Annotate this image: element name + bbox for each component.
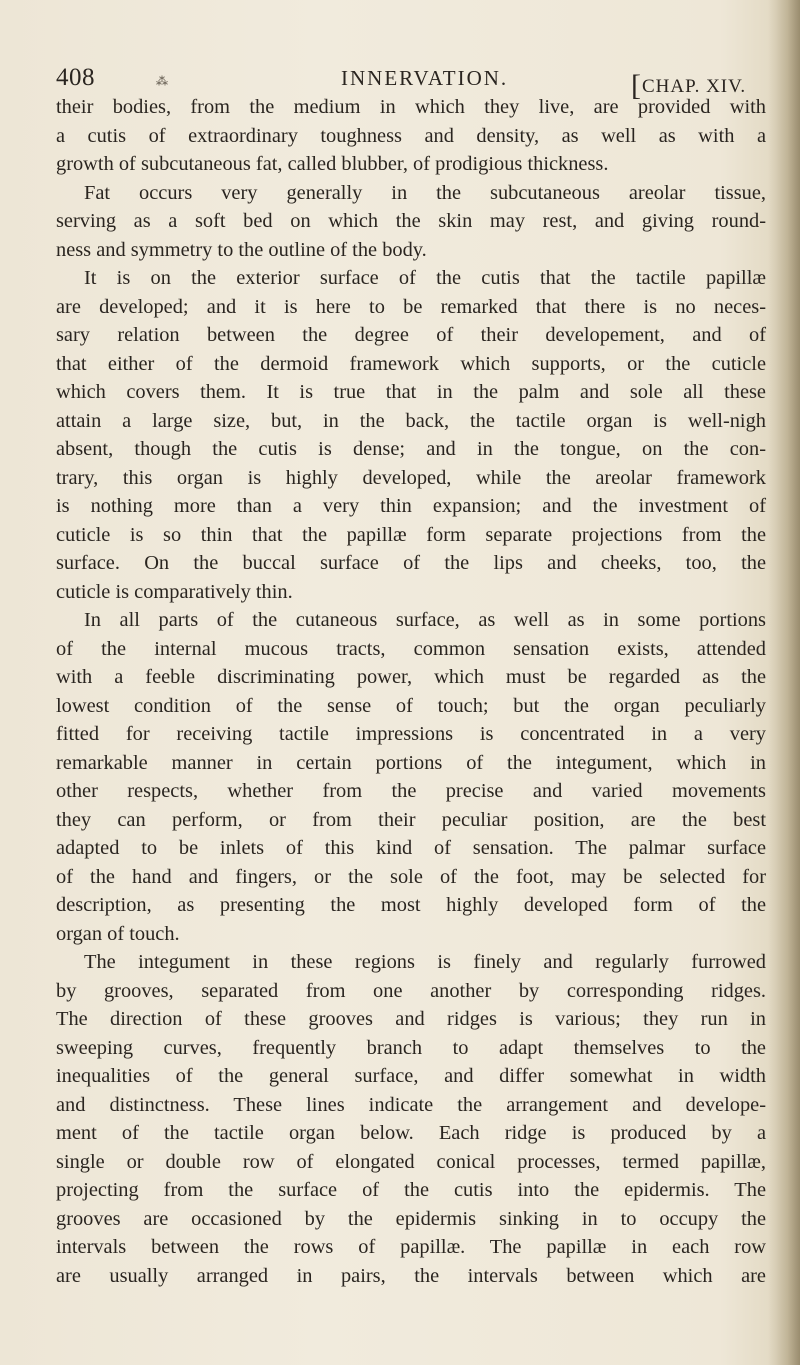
running-head-title: INNERVATION. — [341, 66, 509, 90]
text-line: fitted for receiving tactile impressions is concentrated in a very — [56, 723, 766, 745]
text-line: intervals between the rows of papillæ. The papillæ in each row — [56, 1236, 766, 1258]
printer-mark: ⁂ — [156, 74, 168, 88]
text-line: description, as presenting the most highly developed form of the — [56, 894, 766, 916]
text-line: inequalities of the general surface, and differ somewhat in width — [56, 1065, 766, 1087]
text-line: organ of touch. — [56, 922, 180, 945]
text-line: and distinctness. These lines indicate the arrangement and develope- — [56, 1093, 766, 1116]
text-line: they can perform, or from their peculiar position, are the best — [56, 808, 766, 831]
text-line: of the hand and fingers, or the sole of the foot, may be selected for — [56, 865, 766, 888]
text-line: absent, though the cutis is dense; and in the tongue, on the con- — [56, 438, 766, 460]
page-gutter-shadow — [768, 0, 800, 1365]
text-line: single or double row of elongated conical processes, termed papillæ, — [56, 1150, 766, 1173]
text-line: surface. On the buccal surface of the lips and cheeks, too, the — [56, 552, 766, 574]
page-number: 408 — [56, 64, 95, 91]
text-line: attain a large size, but, in the back, the tactile organ is well-nigh — [56, 409, 766, 432]
text-line: serving as a soft bed on which the skin may rest, and giving round- — [56, 210, 766, 232]
text-line: are usually arranged in pairs, the intervals between which are — [56, 1264, 766, 1287]
text-line: remarkable manner in certain portions of the integument, which in — [56, 751, 766, 774]
text-line: cuticle is so thin that the papillæ form separate projections from the — [56, 523, 766, 546]
body-text — [56, 93, 766, 1290]
text-line: their bodies, from the medium in which they live, are provided with — [56, 96, 766, 118]
text-line: trary, this organ is highly developed, while the areolar framework — [56, 466, 766, 489]
text-line: projecting from the surface of the cutis into the epidermis. The — [56, 1179, 766, 1201]
text-line: Fat occurs very generally in the subcutaneous areolar tissue, — [84, 181, 766, 204]
text-line: The integument in these regions is finely and regularly furrowed — [84, 951, 766, 973]
text-line: ness and symmetry to the outline of the body. — [56, 238, 427, 261]
text-line: which covers them. It is true that in the palm and sole all these — [56, 381, 766, 403]
text-line: with a feeble discriminating power, which must be regarded as the — [56, 666, 766, 688]
text-line: In all parts of the cutaneous surface, as well as in some portions — [84, 609, 766, 631]
text-line: that either of the dermoid framework which supports, or the cuticle — [56, 352, 766, 375]
text-line: growth of subcutaneous fat, called blubber, of prodigious thickness. — [56, 153, 609, 175]
text-line: lowest condition of the sense of touch; but the organ peculiarly — [56, 694, 766, 717]
text-line: cuticle is comparatively thin. — [56, 580, 293, 603]
text-line: by grooves, separated from one another by corresponding ridges. — [56, 979, 766, 1002]
text-line: is nothing more than a very thin expansion; and the investment of — [56, 495, 766, 517]
text-line: are developed; and it is here to be remarked that there is no neces- — [56, 295, 766, 318]
text-line: ment of the tactile organ below. Each ridge is produced by a — [56, 1122, 766, 1144]
text-line: of the internal mucous tracts, common sensation exists, attended — [56, 637, 766, 660]
text-line: other respects, whether from the precise and varied movements — [56, 780, 766, 802]
text-line: The direction of these grooves and ridges is various; they run in — [56, 1008, 766, 1030]
text-line: sweeping curves, frequently branch to adapt themselves to the — [56, 1036, 766, 1059]
text-line: It is on the exterior surface of the cutis that the tactile papillæ — [84, 267, 766, 289]
chapter-bracket: [ — [631, 69, 642, 102]
text-line: adapted to be inlets of this kind of sensation. The palmar surface — [56, 837, 766, 859]
text-line: grooves are occasioned by the epidermis sinking in to occupy the — [56, 1207, 766, 1230]
text-line: sary relation between the degree of their developement, and of — [56, 324, 766, 346]
chapter-text: CHAP. XIV. — [642, 76, 747, 97]
text-line: a cutis of extraordinary toughness and density, as well as with a — [56, 124, 766, 147]
